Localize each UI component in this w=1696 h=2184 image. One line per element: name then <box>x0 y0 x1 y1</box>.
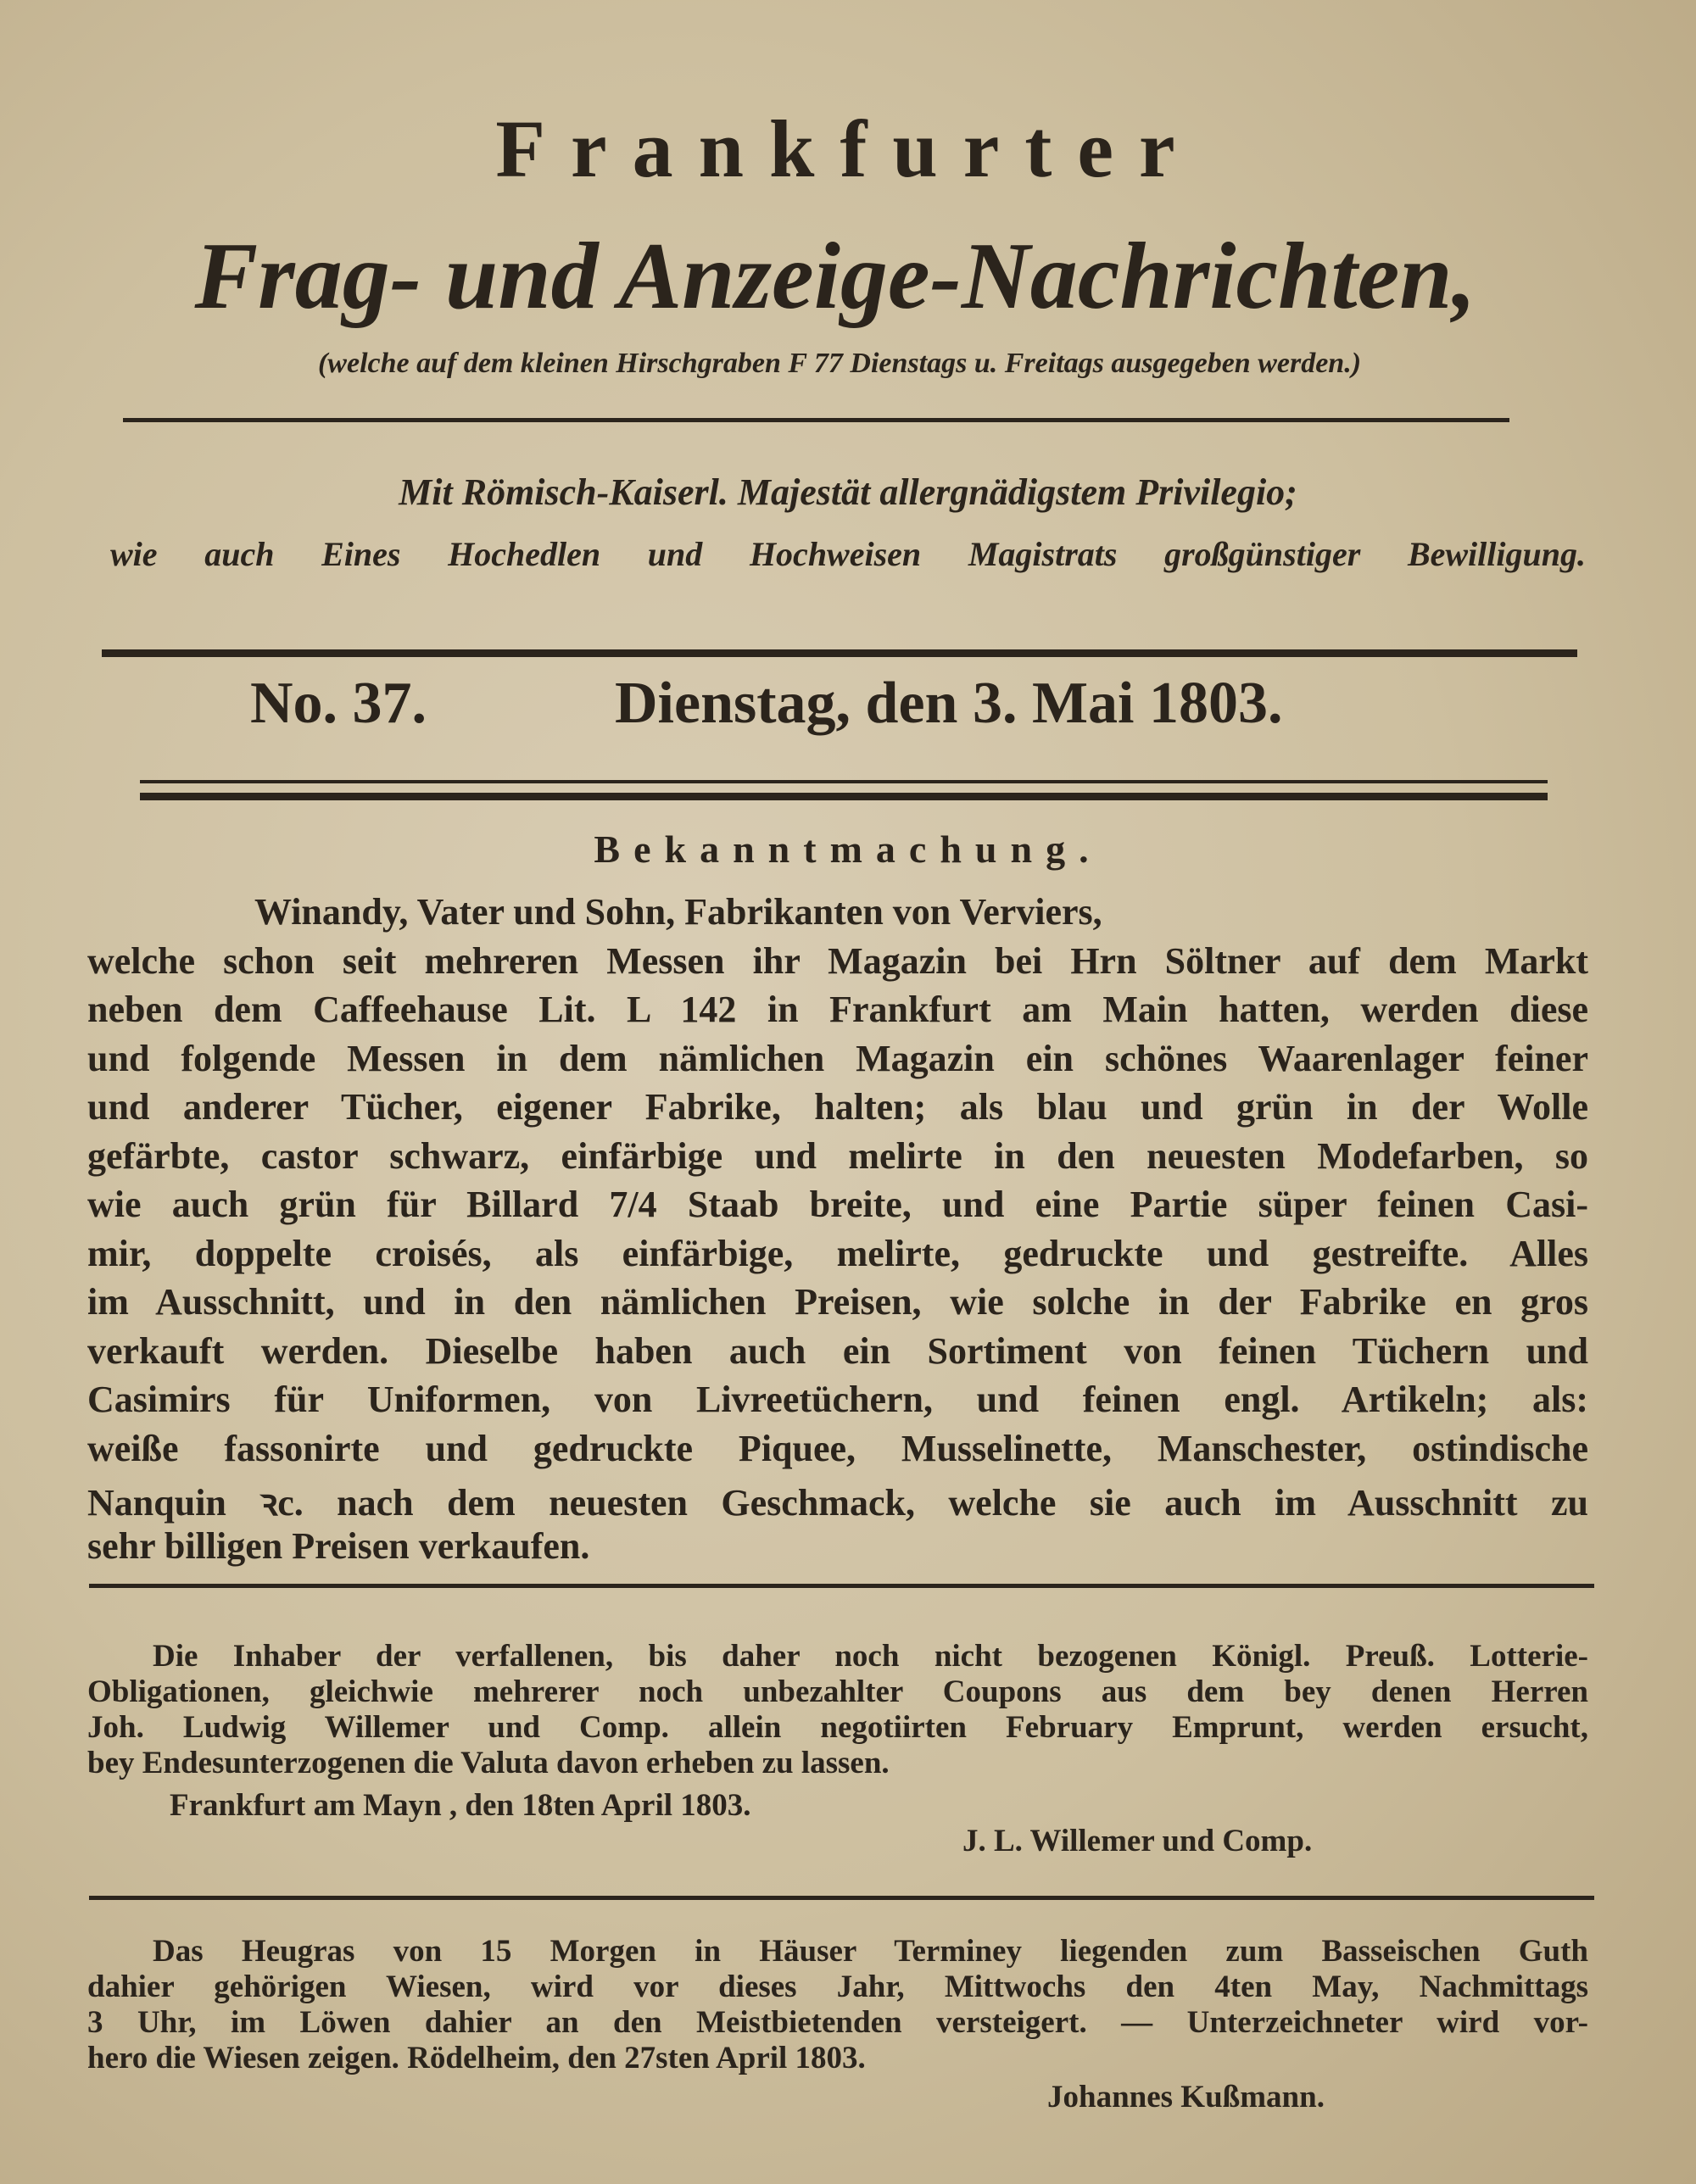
text-line: gefärbte, castor schwarz, einfärbige und melirte in den neuesten Modefarben, so <box>87 1134 1588 1177</box>
issue-date: Dienstag, den 3. Mai 1803. <box>615 671 1283 736</box>
text-line: neben dem Caffeehause Lit. L 142 in Frankfurt am Main hatten, werden diese <box>87 989 1588 1030</box>
notice-place-date: Frankfurt am Mayn , den 18ten April 1803. <box>170 1788 751 1823</box>
masthead-title-line2: Frag- und Anzeige-Nachrichten, <box>194 224 1476 329</box>
text-line: und anderer Tücher, eigener Fabrike, halten; als blau und grün in der Wolle <box>87 1086 1588 1128</box>
text-line: sehr billigen Preisen verkaufen. <box>87 1524 590 1567</box>
text-line: bey Endesunterzogenen die Valuta davon erheben zu lassen. <box>87 1746 890 1780</box>
privilege-line-2: wie auch Eines Hochedlen und Hochweisen Magistrats großgünstiger Bewilligung. <box>110 535 1586 573</box>
text-line: Winandy, Vater und Sohn, Fabrikanten von Verviers, <box>254 891 1102 933</box>
text-line: im Ausschnitt, und in den nämlichen Preisen, wie solche in der Fabrike en gros <box>87 1281 1588 1323</box>
text-line: weiße fassonirte und gedruckte Piquee, Musselinette, Manschester, ostindische <box>87 1427 1588 1469</box>
double-rule-bottom-b <box>140 793 1548 800</box>
masthead-subtitle: (welche auf dem kleinen Hirschgraben F 77 Dienstags u. Freitags ausgegeben werden.) <box>317 348 1362 379</box>
divider-rule <box>89 1584 1594 1588</box>
masthead-title-line1: Frankfurter <box>495 103 1201 194</box>
divider-rule <box>123 418 1509 422</box>
text-line: mir, doppelte croisés, als einfärbige, melirte, gedruckte und gestreifte. Alles <box>87 1232 1588 1274</box>
text-line: Obligationen, gleichwie mehrerer noch unbezahlter Coupons aus dem bey denen Herren <box>87 1674 1588 1709</box>
text-line: 3 Uhr, im Löwen dahier an den Meistbietenden versteigert. — Unterzeichneter wird vor- <box>87 2005 1588 2040</box>
text-line: Nanquin ꝛc. nach dem neuesten Geschmack, welche sie auch im Ausschnitt zu <box>87 1482 1588 1524</box>
text-line: wie auch grün für Billard 7/4 Staab breite, und eine Partie süper feinen Casi- <box>87 1184 1588 1225</box>
notice-signature: Johannes Kußmann. <box>1047 2080 1325 2114</box>
text-line: und folgende Messen in dem nämlichen Magazin ein schönes Waarenlager feiner <box>87 1037 1588 1079</box>
text-line: hero die Wiesen zeigen. Rödelheim, den 27sten April 1803. <box>87 2041 866 2075</box>
issue-number: No. 37. <box>250 671 427 736</box>
privilege-line-1: Mit Römisch-Kaiserl. Majestät allergnädigstem Privilegio; <box>399 471 1297 513</box>
double-rule-bottom-a <box>140 780 1548 783</box>
double-rule-top <box>102 649 1577 657</box>
notice-heading: Bekanntmachung. <box>594 827 1102 871</box>
divider-rule <box>89 1896 1594 1900</box>
text-line: dahier gehörigen Wiesen, wird vor dieses Jahr, Mittwochs den 4ten May, Nachmittags <box>87 1970 1588 2004</box>
text-line: Die Inhaber der verfallenen, bis daher noch nicht bezogenen Königl. Preuß. Lotterie- <box>153 1639 1588 1674</box>
text-line: Joh. Ludwig Willemer und Comp. allein negotiirten February Emprunt, werden ersucht, <box>87 1710 1588 1745</box>
text-line: Das Heugras von 15 Morgen in Häuser Terminey liegenden zum Basseischen Guth <box>153 1934 1588 1969</box>
notice-signature: J. L. Willemer und Comp. <box>962 1824 1313 1858</box>
text-line: verkauft werden. Dieselbe haben auch ein Sortiment von feinen Tüchern und <box>87 1329 1588 1372</box>
text-line: welche schon seit mehreren Messen ihr Magazin bei Hrn Söltner auf dem Markt <box>87 939 1588 982</box>
text-line: Casimirs für Uniformen, von Livreetüchern, und feinen engl. Artikeln; als: <box>87 1379 1588 1420</box>
